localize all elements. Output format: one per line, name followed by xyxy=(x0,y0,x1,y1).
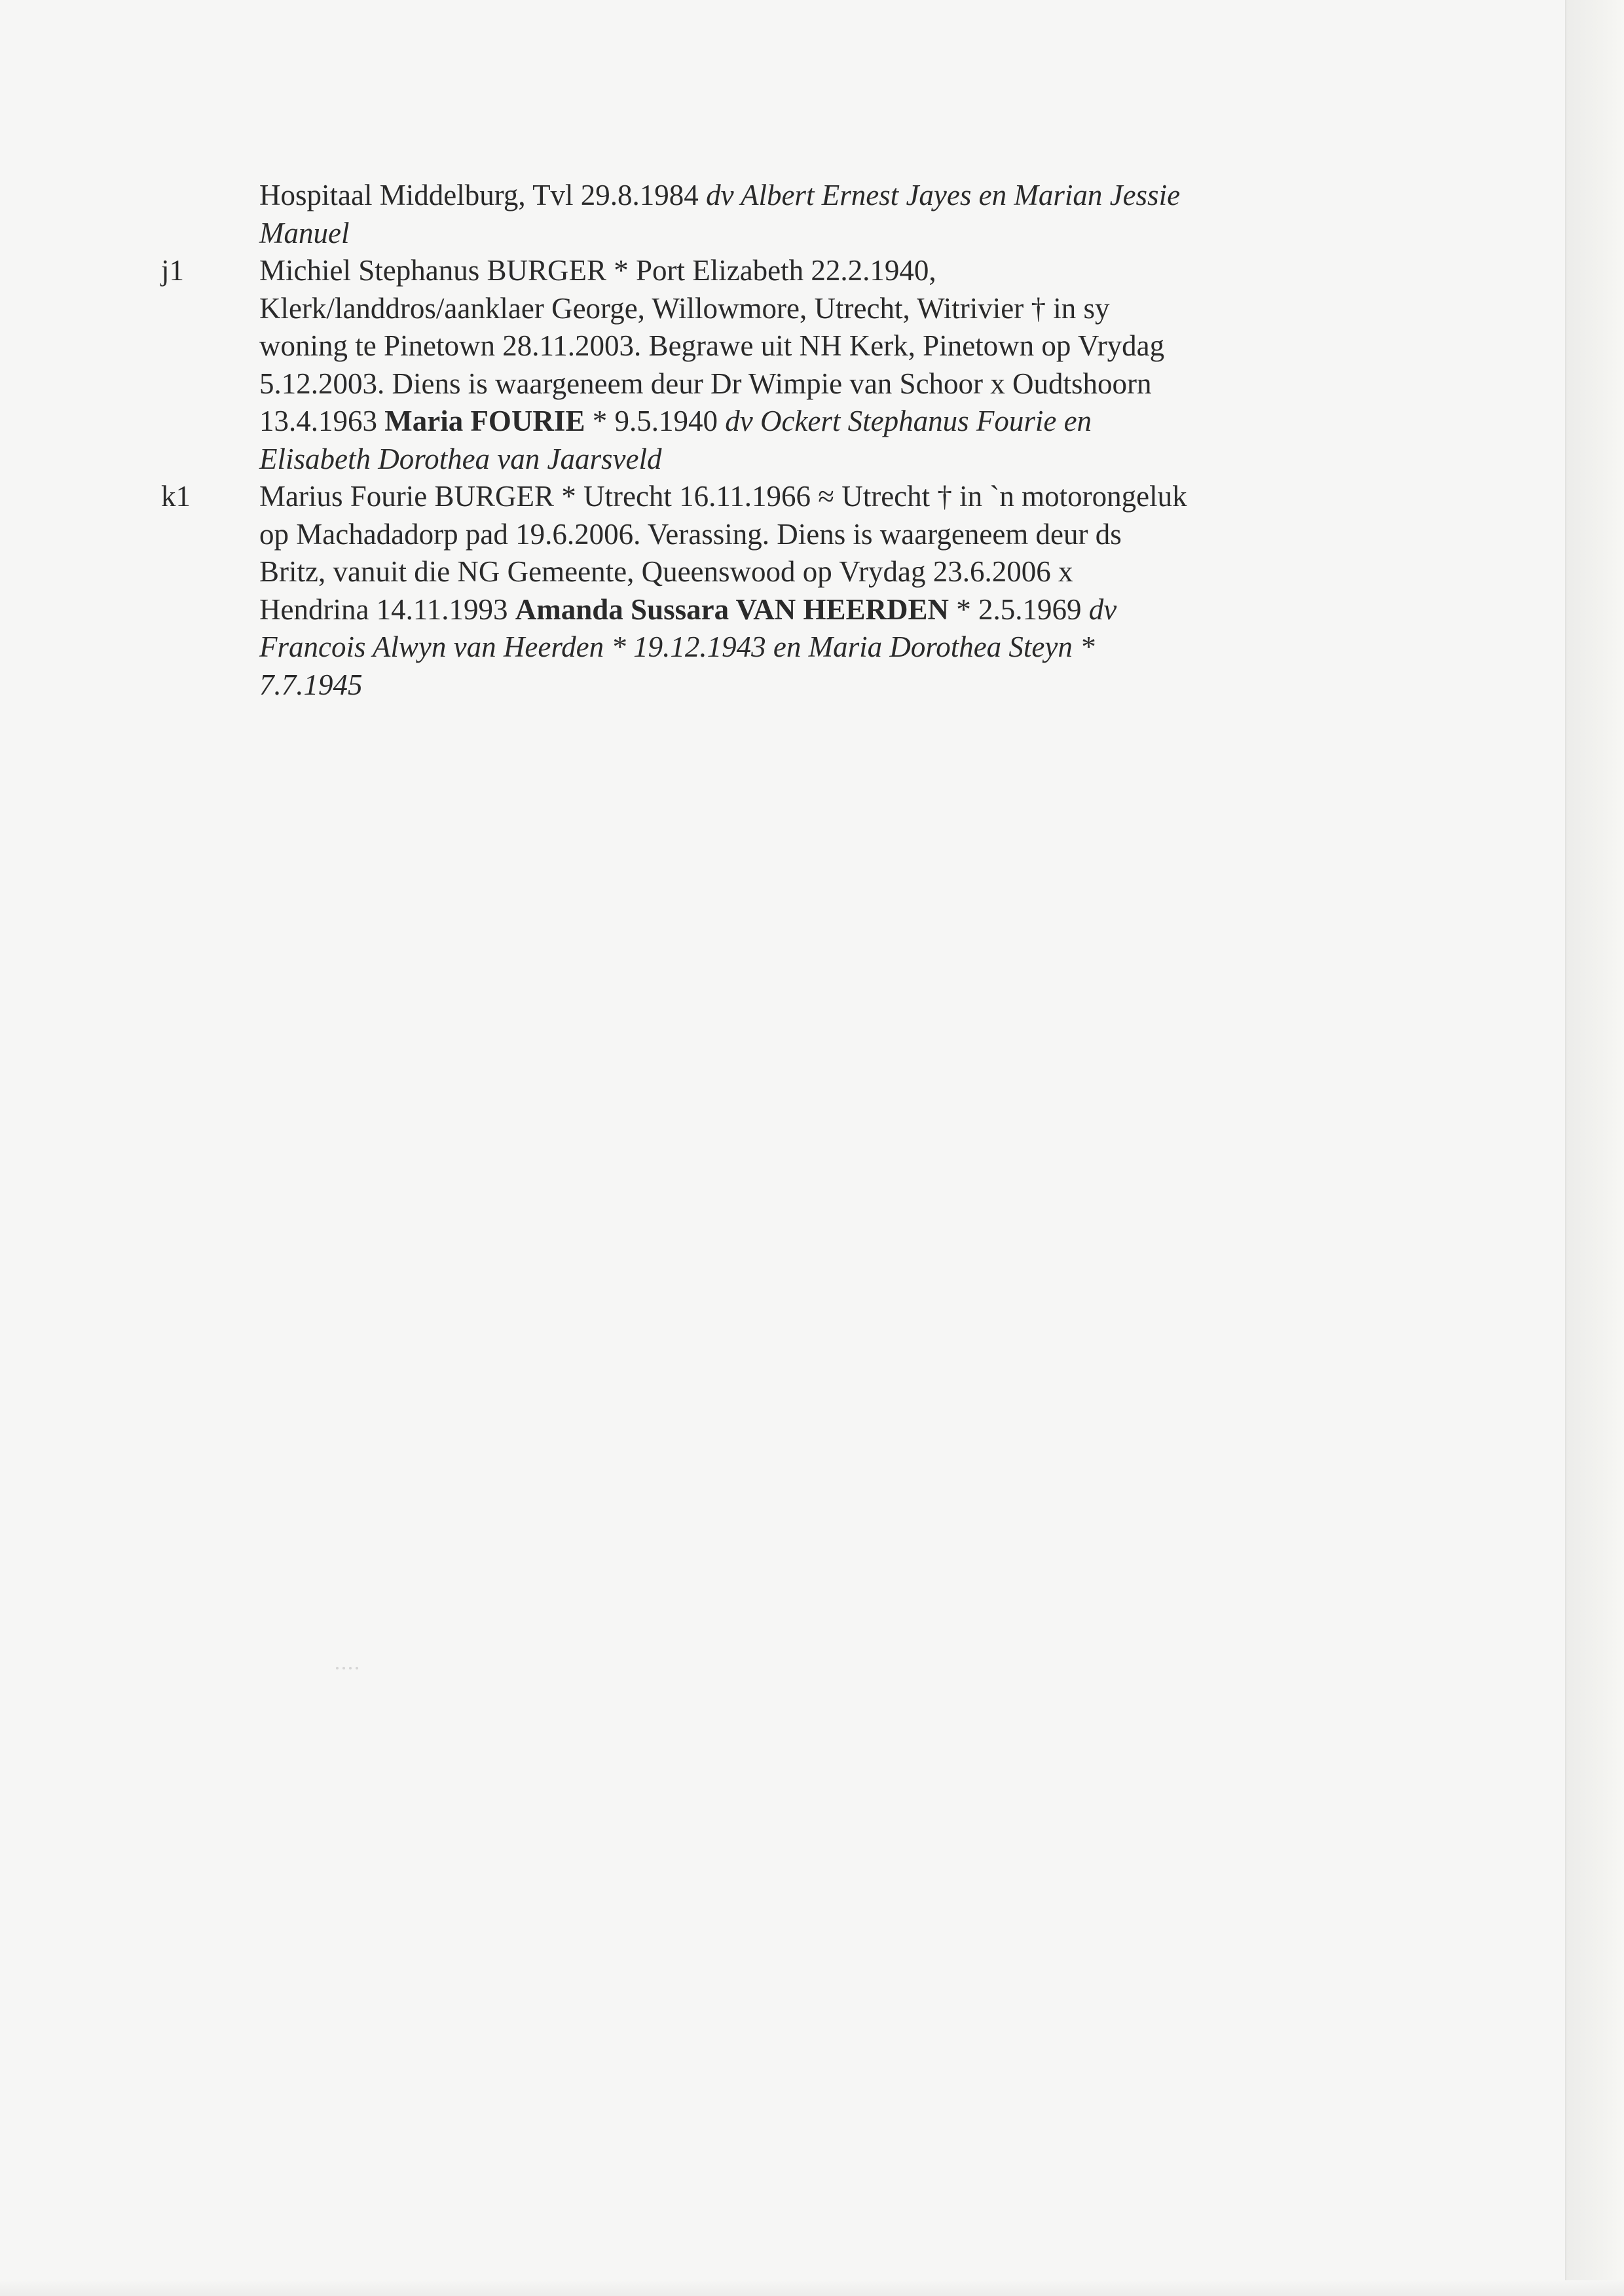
entry-line: op Machadadorp pad 19.6.2006. Verassing. Diens is waargeneem deur ds xyxy=(259,517,1122,551)
entry-body xyxy=(259,478,1320,704)
line-italic: dv Albert Ernest Jayes en Marian Jessie xyxy=(706,179,1181,211)
entry-line: 5.12.2003. Diens is waargeneem deur Dr Wimpie van Schoor x Oudtshoorn xyxy=(259,367,1152,400)
line-text: * 9.5.1940 xyxy=(585,405,726,437)
line-text: 13.4.1963 xyxy=(259,405,385,437)
spouse-name: Maria FOURIE xyxy=(384,405,585,437)
genealogy-text-block xyxy=(0,177,1624,704)
entry-marker: k1 xyxy=(161,480,191,513)
line-italic: dv Ockert Stephanus Fourie en xyxy=(725,405,1092,437)
entry-marker: j1 xyxy=(161,254,185,287)
entry-line xyxy=(259,177,1320,215)
entry-line: Michiel Stephanus BURGER * Port Elizabeth 22.2.1940, xyxy=(259,254,936,287)
entry-line xyxy=(259,591,1320,629)
entry-line: Francois Alwyn van Heerden * 19.12.1943 en Maria Dorothea Steyn * xyxy=(259,630,1095,663)
entry-line xyxy=(259,403,1320,441)
line-text: Hospitaal Middelburg, Tvl 29.8.1984 xyxy=(259,179,707,211)
page-bottom-shadow xyxy=(0,2280,1624,2296)
entry-line: Elisabeth Dorothea van Jaarsveld xyxy=(259,442,662,475)
entry-line: Britz, vanuit die NG Gemeente, Queenswood op Vrydag 23.6.2006 x xyxy=(259,555,1073,588)
line-text: * 2.5.1969 xyxy=(949,592,1089,626)
genealogy-entry-continuation xyxy=(0,177,1624,252)
entry-line: Manuel xyxy=(259,216,350,249)
scan-smudge xyxy=(334,1663,373,1679)
line-text: Hendrina 14.11.1993 xyxy=(259,592,515,626)
entry-body xyxy=(259,252,1320,478)
entry-line: Klerk/landdros/aanklaer George, Willowmore, Utrecht, Witrivier † in sy xyxy=(259,291,1110,325)
entry-line: Marius Fourie BURGER * Utrecht 16.11.1966 ≈ Utrecht † in `n motorongeluk xyxy=(259,480,1187,513)
entry-line: 7.7.1945 xyxy=(259,668,363,701)
line-italic: dv xyxy=(1088,592,1117,626)
genealogy-entry-j1 xyxy=(0,252,1624,478)
entry-line: woning te Pinetown 28.11.2003. Begrawe uit NH Kerk, Pinetown op Vrydag xyxy=(259,329,1165,362)
genealogy-entry-k1 xyxy=(0,478,1624,704)
entry-body xyxy=(259,177,1320,252)
spouse-name: Amanda Sussara VAN HEERDEN xyxy=(515,592,950,626)
